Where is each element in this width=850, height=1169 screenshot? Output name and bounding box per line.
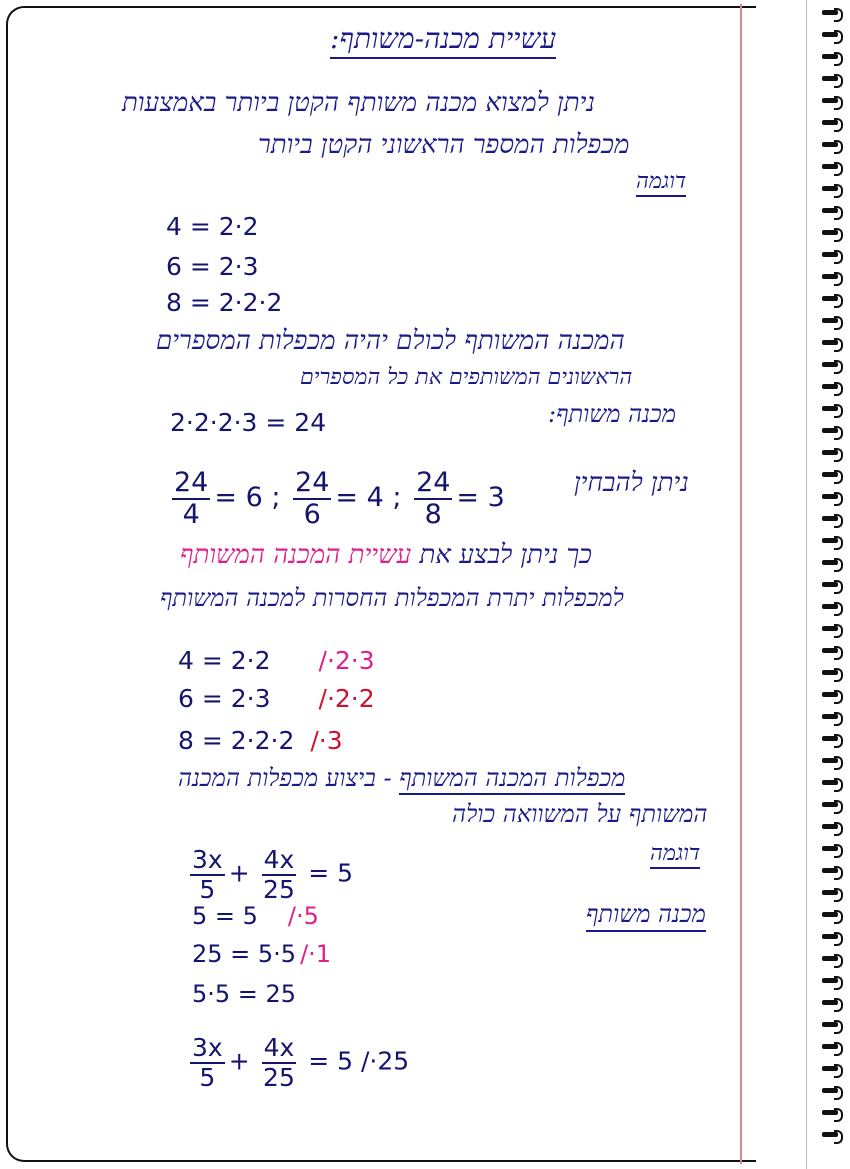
- spiral-coil-icon: [822, 690, 844, 700]
- spiral-coil-icon: [822, 382, 844, 392]
- check-fraction: $\frac{24}{4}$: [174, 467, 209, 530]
- spiral-coil-icon: [822, 74, 844, 84]
- spiral-coil-icon: [822, 888, 844, 898]
- fraction-b: $\frac{4x}{25}$: [263, 1033, 295, 1092]
- factor-4: 4 = 2·2: [166, 212, 259, 241]
- spiral-coil-icon: [822, 52, 844, 62]
- spiral-coil-icon: [822, 162, 844, 172]
- common-label: מכנה משותף:: [548, 400, 676, 428]
- spiral-coil-icon: [822, 624, 844, 634]
- check-label: ניתן להבחין: [574, 468, 689, 498]
- also-line-2: למכפלות יתרת המכפלות החסרות למכנה המשותף: [160, 584, 624, 612]
- check-fraction: $\frac{24}{8}$: [416, 467, 451, 530]
- page-title: עשיית מכנה-משותף:: [330, 22, 556, 59]
- spiral-coil-icon: [822, 316, 844, 326]
- spiral-coil-icon: [822, 1064, 844, 1074]
- fraction-a: $\frac{3x}{5}$: [192, 845, 223, 904]
- spiral-coil-icon: [822, 668, 844, 678]
- spiral-coil-icon: [822, 910, 844, 920]
- spiral-coil-icon: [822, 536, 844, 546]
- spiral-coil-icon: [822, 1130, 844, 1140]
- checks-row: $\frac{24}{4}$ = 6 ; $\frac{24}{6}$ = 4 ; $\frac{24}{8}$ = 3: [174, 467, 505, 530]
- spiral-coil-icon: [822, 492, 844, 502]
- common-label-2: מכנה משותף: [586, 900, 706, 932]
- spiral-coil-icon: [822, 404, 844, 414]
- equation-1: $\frac{3x}{5}$ + $\frac{4x}{25}$ = 5: [192, 845, 354, 904]
- spiral-coil-icon: [822, 426, 844, 436]
- intro-line-2: מכפלות המספר הראשוני הקטן ביותר: [258, 130, 630, 160]
- factor-6: 6 = 2·3: [166, 252, 259, 281]
- spiral-coil-icon: [822, 448, 844, 458]
- check-fraction: $\frac{24}{6}$: [295, 467, 330, 530]
- spiral-coil-icon: [822, 976, 844, 986]
- factor3-25: 25 = 5·5 /·1: [192, 940, 332, 968]
- factor2-4: 4 = 2·2 /·2·3: [178, 646, 375, 675]
- example-label-2: דוגמה: [650, 840, 700, 869]
- factor2-6: 6 = 2·3 /·2·2: [178, 684, 375, 713]
- spiral-coil-icon: [822, 866, 844, 876]
- spiral-coil-icon: [822, 30, 844, 40]
- spiral-coil-icon: [822, 140, 844, 150]
- spiral-coil-icon: [822, 558, 844, 568]
- def-line-1: מכפלות המכנה המשותף - ביצוע מכפלות המכנה: [178, 764, 625, 793]
- explain-line-1: המכנה המשותף לכולם יהיה מכפלות המספרים: [156, 326, 625, 356]
- factor3-5: 5 = 5 /·5: [192, 902, 319, 930]
- spiral-coil-icon: [822, 712, 844, 722]
- spiral-coil-icon: [822, 800, 844, 810]
- spiral-coil-icon: [822, 932, 844, 942]
- spiral-binding-icon: [822, 8, 846, 1158]
- spiral-coil-icon: [822, 470, 844, 480]
- intro-line-1: ניתן למצוא מכנה משותף הקטן ביותר באמצעות: [122, 88, 595, 118]
- spiral-coil-icon: [822, 184, 844, 194]
- spiral-coil-icon: [822, 1108, 844, 1118]
- spiral-coil-icon: [822, 998, 844, 1008]
- spiral-coil-icon: [822, 602, 844, 612]
- spiral-coil-icon: [822, 1042, 844, 1052]
- spiral-coil-icon: [822, 96, 844, 106]
- spiral-coil-icon: [822, 1086, 844, 1096]
- example-label: דוגמה: [636, 168, 686, 197]
- fraction-b: $\frac{4x}{25}$: [263, 845, 295, 904]
- spiral-coil-icon: [822, 206, 844, 216]
- spiral-coil-icon: [822, 118, 844, 128]
- spiral-coil-icon: [822, 778, 844, 788]
- spiral-coil-icon: [822, 514, 844, 524]
- spiral-coil-icon: [822, 1020, 844, 1030]
- factor-8: 8 = 2·2·2: [166, 288, 283, 317]
- lcm-line: 5·5 = 25: [192, 980, 297, 1008]
- spiral-coil-icon: [822, 8, 844, 18]
- fraction-a: $\frac{3x}{5}$: [192, 1033, 223, 1092]
- spiral-coil-icon: [822, 360, 844, 370]
- def-line-2: המשותף על המשוואה כולה: [452, 800, 708, 828]
- equation-2: $\frac{3x}{5}$ + $\frac{4x}{25}$ = 5 /·25: [192, 1033, 410, 1092]
- spiral-coil-icon: [822, 272, 844, 282]
- spiral-coil-icon: [822, 580, 844, 590]
- margin-line: [740, 4, 742, 1164]
- spiral-coil-icon: [822, 822, 844, 832]
- spiral-coil-icon: [822, 954, 844, 964]
- spiral-coil-icon: [822, 756, 844, 766]
- common-product: 2·2·2·3 = 24: [170, 408, 327, 437]
- spiral-coil-icon: [822, 734, 844, 744]
- factor2-8: 8 = 2·2·2 /·3: [178, 726, 343, 755]
- explain-line-2: הראשונים המשותפים את כל המספרים: [300, 365, 633, 390]
- page-edge: [806, 0, 807, 1169]
- spiral-coil-icon: [822, 646, 844, 656]
- spiral-coil-icon: [822, 844, 844, 854]
- spiral-coil-icon: [822, 338, 844, 348]
- spiral-coil-icon: [822, 250, 844, 260]
- spiral-coil-icon: [822, 228, 844, 238]
- spiral-coil-icon: [822, 294, 844, 304]
- also-line-1: כך ניתן לבצע את עשיית המכנה המשותף: [180, 540, 593, 570]
